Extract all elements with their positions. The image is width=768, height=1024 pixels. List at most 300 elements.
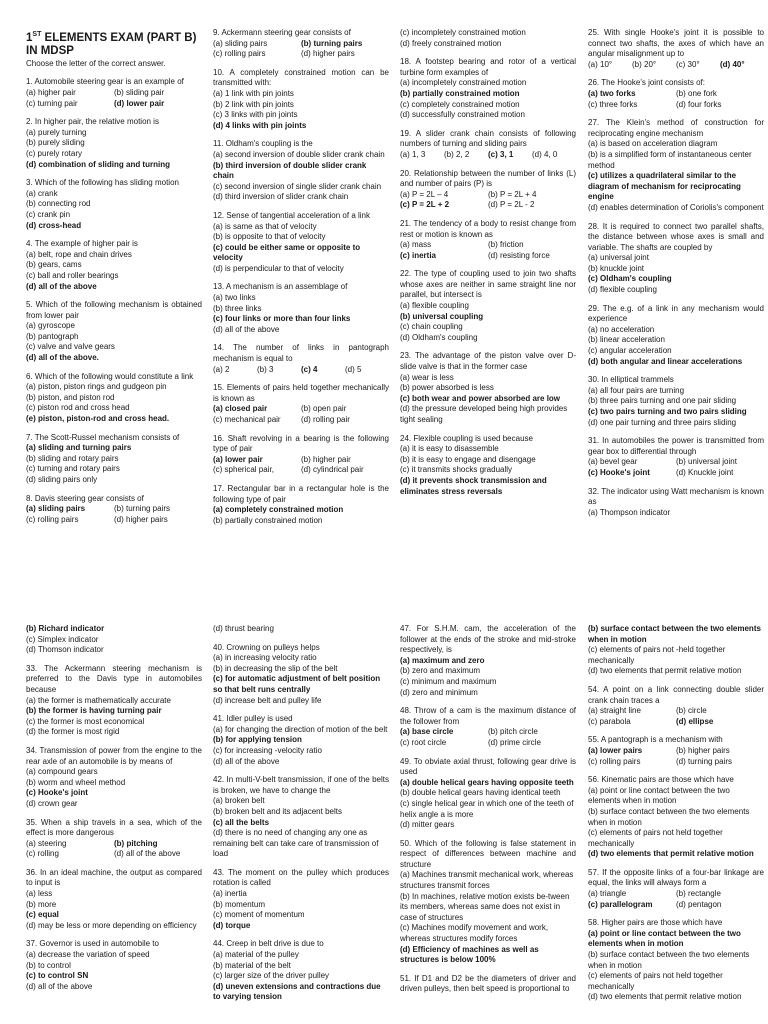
answer-option: (d) the former is most rigid	[26, 727, 120, 737]
answer-option: (c) completely constrained motion	[400, 99, 520, 109]
answer-option: (d) four forks	[676, 99, 722, 109]
answer-option: (d) all of the above	[26, 981, 93, 991]
question-text: 40. Crowning on pulleys helps	[213, 642, 320, 652]
option-row	[588, 89, 764, 100]
question-block	[26, 818, 202, 860]
correct-answer-option: (a) base circle	[400, 727, 454, 737]
answer-option: (b) sliding pair	[114, 88, 165, 98]
correct-answer-option: (a) completely constrained motion	[213, 505, 344, 515]
answer-option: (a) higher pair	[26, 88, 76, 98]
question-block	[26, 494, 202, 526]
option-row	[400, 200, 576, 211]
answer-option: (d) higher pairs	[114, 514, 168, 524]
answer-option: (b) higher pair	[301, 454, 351, 464]
answer-option: (c) larger size of the driver pulley	[213, 971, 330, 981]
answer-option: (b) to control	[26, 960, 71, 970]
question-block	[213, 624, 389, 635]
option-row	[213, 49, 389, 60]
column-1	[26, 624, 202, 1000]
question-block	[400, 624, 576, 698]
option-row	[400, 190, 576, 201]
answer-option: (d) the pressure developed being high provides tight sealing	[400, 404, 568, 424]
option-row	[400, 738, 576, 749]
question-text: 49. To obviate axial thrust, following gear drive is used	[400, 756, 576, 777]
answer-option: (d) resisting force	[488, 250, 550, 260]
question-block	[400, 57, 576, 121]
answer-option: (c) Machines modify movement and work, whereas structures modify forces	[400, 923, 549, 944]
correct-answer-option: (d) both angular and linear accelerations	[588, 356, 743, 366]
answer-option: (b) 2 link with pin joints	[213, 99, 294, 109]
answer-option: (b) material of the belt	[213, 960, 291, 970]
question-block	[400, 351, 576, 425]
answer-option: (b) in decreasing the slip of the belt	[213, 663, 338, 673]
question-block	[213, 868, 389, 932]
question-text: 11. Oldham's coupling is the	[213, 139, 313, 149]
answer-option: (d) Knuckle joint	[676, 467, 734, 477]
option-row	[588, 757, 764, 768]
option-row	[588, 457, 764, 468]
answer-option: (d) sliding pairs only	[26, 475, 98, 485]
option-row	[400, 240, 576, 251]
answer-option: (a) in increasing velocity ratio	[213, 653, 317, 663]
answer-option: (a) broken belt	[213, 796, 265, 806]
question-block	[588, 918, 764, 1003]
correct-answer-option: (d) cross-head	[26, 220, 82, 230]
answer-option: (b) broken belt and its adjacent belts	[213, 806, 342, 816]
correct-answer-option: (d) ellipse	[676, 716, 714, 726]
correct-answer-option: (c) utilizes a quadrilateral similar to the diagram of mechanism for reciprocating engine	[588, 171, 741, 202]
question-block	[213, 939, 389, 1003]
correct-answer-option: (c) 4	[301, 364, 318, 374]
question-block	[588, 304, 764, 368]
answer-option: (b) is a simplified form of instantaneous center method	[588, 149, 752, 170]
question-block	[213, 28, 389, 60]
option-row	[588, 468, 764, 479]
answer-option: (c) 3 links with pin joints	[213, 110, 298, 120]
answer-option: (a) steering	[26, 838, 67, 848]
answer-option: (d) turning pairs	[676, 756, 733, 766]
question-block	[26, 239, 202, 292]
answer-option: (b) universal joint	[676, 457, 737, 467]
answer-option: (d) prime circle	[488, 737, 541, 747]
answer-option: (b) partially constrained motion	[213, 515, 323, 525]
question-block	[26, 939, 202, 992]
page-title: 1ST ELEMENTS EXAM (PART B) IN MDSP	[26, 31, 197, 57]
question-block	[588, 118, 764, 213]
answer-option: (d) is perpendicular to that of velocity	[213, 263, 344, 273]
answer-option: (b) rectangle	[676, 889, 721, 899]
answer-option: (a) no acceleration	[588, 324, 655, 334]
answer-option: (b) surface contact between the two elements when in motion	[588, 950, 750, 970]
question-text: 48. Throw of a cam is the maximum distance of the follower from	[400, 706, 576, 726]
question-block	[588, 624, 764, 677]
question-text: 13. A mechanism is an assemblage of	[213, 282, 348, 292]
answer-option: (a) decrease the variation of speed	[26, 950, 150, 960]
answer-option: (c) 30°	[676, 59, 700, 69]
question-block	[213, 68, 389, 132]
answer-option: (b) purely sliding	[26, 138, 85, 148]
question-block	[400, 839, 576, 966]
answer-option: (b) In machines, relative motion exists be-tween its members, whereas same does not exist in case of structures	[400, 891, 570, 922]
question-block	[26, 372, 202, 425]
answer-option: (c) turning pair	[26, 98, 78, 108]
answer-option: (b) piston, and piston rod	[26, 392, 115, 402]
answer-option: (d) two elements that permit relative motion	[588, 992, 742, 1002]
answer-option: (d) flexible coupling	[588, 285, 657, 295]
question-block	[400, 269, 576, 343]
answer-option: (d) all of the above	[213, 324, 280, 334]
answer-option: (c) it transmits shocks gradually	[400, 465, 513, 475]
question-block	[213, 282, 389, 335]
answer-option: (d) all of the above	[114, 849, 181, 859]
question-block	[26, 77, 202, 109]
question-block	[588, 436, 764, 478]
answer-option: (c) incompletely constrained motion	[400, 28, 526, 37]
question-text: 22. The type of coupling used to join two shafts whose axes are neither in same straight line nor parallel, but intersect is	[400, 269, 576, 300]
instructions: Choose the letter of the correct answer.	[26, 58, 166, 68]
page-bottom-half	[0, 612, 768, 1024]
correct-answer-option: (c) 3, 1	[488, 149, 514, 159]
question-text: 54. A point on a link connecting double slider crank chain traces a	[588, 684, 764, 705]
question-text: 34. Transmission of power from the engine to the rear axle of an automobile is by means of	[26, 745, 202, 766]
question-text: 26. The Hooke's joint consists of:	[588, 78, 705, 88]
answer-option: (d) rolling pair	[301, 415, 350, 424]
answer-option: (a) mass	[400, 240, 432, 250]
question-block	[26, 746, 202, 810]
option-row	[26, 515, 202, 526]
answer-option: (d) may be less or more depending on efficiency	[26, 920, 197, 930]
answer-option: (d) successfully constrained motion	[400, 110, 525, 120]
answer-option: (c) the former is most economical	[26, 716, 145, 726]
question-block	[26, 433, 202, 486]
answer-option: (a) less	[26, 889, 53, 899]
answer-option: (c) root circle	[400, 737, 447, 747]
question-block	[588, 868, 764, 910]
question-text: 24. Flexible coupling is used because	[400, 433, 533, 443]
correct-answer-option: (a) lower pairs	[588, 745, 643, 755]
answer-option: (b) it is easy to engage and disengage	[400, 454, 536, 464]
answer-option: (d) 5	[345, 364, 362, 374]
question-block	[26, 624, 202, 656]
question-text: 6. Which of the following would constitute a link	[26, 371, 194, 381]
question-block	[400, 757, 576, 831]
option-row	[213, 39, 389, 50]
answer-option: (c) elements of pairs not -held together mechanically	[588, 645, 726, 665]
correct-answer-option: (c) to control SN	[26, 971, 89, 981]
correct-answer-option: (c) Hooke's joint	[26, 788, 88, 798]
answer-option: (c) for increasing -velocity ratio	[213, 745, 322, 755]
option-row	[400, 150, 576, 161]
answer-option: (b) higher pairs	[676, 745, 730, 755]
answer-option: (d) enables determination of Coriolis's component	[588, 202, 764, 212]
answer-option: (b) 20°	[632, 59, 657, 69]
option-row	[400, 251, 576, 262]
answer-option: (b) is opposite to that of velocity	[213, 232, 326, 242]
option-row	[26, 504, 202, 515]
answer-option: (a) wear is less	[400, 372, 454, 382]
answer-option: (b) circle	[676, 706, 707, 716]
correct-answer-option: (d) all of the above.	[26, 353, 99, 363]
answer-option: (d) P = 2L - 2	[488, 200, 535, 210]
option-row	[588, 900, 764, 911]
question-text: 31. In automobiles the power is transmitted from gear box to differential through	[588, 436, 764, 456]
answer-option: (c) crank pin	[26, 209, 71, 219]
correct-answer-option: (b) partially constrained motion	[400, 88, 520, 98]
question-text: 41. Idler pulley is used	[213, 714, 293, 724]
answer-option: (c) rolling pairs	[26, 514, 79, 524]
answer-option: (b) linear acceleration	[588, 335, 665, 345]
question-block	[213, 383, 389, 425]
answer-option: (b) pantograph	[26, 331, 79, 341]
question-block	[26, 300, 202, 364]
question-block	[400, 706, 576, 748]
answer-option: (c) rolling	[26, 849, 59, 859]
correct-answer-option: (b) turning pairs	[301, 38, 363, 48]
correct-answer-option: (c) inertia	[400, 250, 437, 260]
answer-option: (b) turning pairs	[114, 504, 171, 514]
answer-option: (c) spherical pair,	[213, 465, 274, 475]
answer-option: (a) is based on acceleration diagram	[588, 139, 718, 149]
question-text: 17. Rectangular bar in a rectangular hole is the following type of pair	[213, 483, 389, 504]
answer-option: (c) minimum and maximum	[400, 676, 497, 686]
question-block	[213, 343, 389, 375]
answer-option: (a) universal joint	[588, 253, 649, 263]
correct-answer-option: (c) parallelogram	[588, 899, 653, 909]
question-block	[213, 714, 389, 767]
correct-answer-option: (b) surface contact between the two elements when in motion	[588, 624, 761, 644]
answer-option: (b) connecting rod	[26, 199, 91, 209]
correct-answer-option: (c) all the belts	[213, 817, 270, 827]
correct-answer-option: (d) Efficiency of machines as well as structures is below 100%	[400, 944, 539, 965]
correct-answer-option: (d) combination of sliding and turning	[26, 159, 170, 169]
answer-option: (c) rolling pairs	[588, 756, 641, 766]
answer-option: (d) Oldham's coupling	[400, 332, 478, 342]
correct-answer-option: (b) third inversion of double slider crank chain	[213, 160, 367, 181]
answer-option: (a) second inversion of double slider crank chain	[213, 149, 385, 159]
answer-option: (d) zero and minimum	[400, 687, 478, 697]
correct-answer-option: (a) lower pair	[213, 454, 263, 464]
correct-answer-option: (c) Oldham's coupling	[588, 274, 672, 284]
answer-option: (b) more	[26, 899, 57, 909]
question-text: 25. With single Hooke's joint it is possible to connect two shafts, the axes of which have an angular misalignment up to	[588, 28, 764, 59]
answer-option: (c) angular acceleration	[588, 346, 672, 356]
question-text: 50. Which of the following is false statement in respect of differences between machine and structure	[400, 838, 576, 869]
correct-answer-option: (a) two forks	[588, 88, 636, 98]
option-row	[400, 727, 576, 738]
option-row	[26, 849, 202, 860]
answer-option: (b) worm and wheel method	[26, 777, 126, 787]
answer-option: (d) thrust bearing	[213, 624, 274, 633]
answer-option: (a) straight line	[588, 706, 641, 716]
question-block	[213, 211, 389, 275]
answer-option: (c) purely rotary	[26, 148, 83, 158]
option-row	[26, 88, 202, 99]
question-block	[213, 139, 389, 203]
answer-option: (d) Thomson indicator	[26, 645, 104, 655]
question-text: 12. Sense of tangential acceleration of a link	[213, 210, 370, 220]
question-block	[400, 974, 576, 995]
answer-option: (a) 1, 3	[400, 149, 426, 159]
correct-answer-option: (b) pitching	[114, 838, 158, 848]
answer-option: (b) sliding and rotary pairs	[26, 453, 119, 463]
answer-option: (a) flexible coupling	[400, 301, 469, 311]
answer-option: (a) crank	[26, 188, 58, 198]
question-text: 47. For S.H.M. cam, the acceleration of the follower at the ends of the stroke and mid-stroke respectively, is	[400, 624, 576, 655]
answer-option: (a) belt, rope and chain drives	[26, 249, 132, 259]
question-text: 14. The number of links in pantograph mechanism is equal to	[213, 343, 389, 364]
question-block	[26, 117, 202, 170]
correct-answer-option: (c) P = 2L + 2	[400, 200, 450, 210]
answer-option: (a) for changing the direction of motion of the belt	[213, 724, 388, 734]
correct-answer-option: (a) point or line contact between the two elements when in motion	[588, 928, 741, 949]
answer-option: (c) elements of pairs not held together mechanically	[588, 828, 723, 848]
answer-option: (d) crown gear	[26, 798, 78, 808]
answer-option: (d) higher pairs	[301, 49, 355, 59]
correct-answer-option: (c) for automatic adjustment of belt position so that belt runs centrally	[213, 674, 381, 694]
answer-option: (a) inertia	[213, 889, 247, 899]
answer-option: (d) all of the above	[213, 756, 280, 766]
answer-option: (c) valve and valve gears	[26, 342, 115, 352]
answer-option: (c) mechanical pair	[213, 415, 281, 424]
question-text: 4. The example of higher pair is	[26, 239, 138, 249]
option-row	[213, 455, 389, 466]
correct-answer-option: (d) torque	[213, 920, 251, 930]
column-1	[26, 28, 202, 533]
question-text: 58. Higher pairs are those which have	[588, 918, 723, 928]
answer-option: (a) the former is mathematically accurate	[26, 695, 171, 705]
correct-answer-option: (a) maximum and zero	[400, 655, 485, 665]
question-block	[213, 643, 389, 707]
answer-option: (a) is same as that of velocity	[213, 221, 317, 231]
correct-answer-option: (d) all of the above	[26, 281, 97, 291]
answer-option: (d) mitter gears	[400, 820, 455, 830]
answer-option: (b) surface contact between the two elements when in motion	[588, 806, 750, 827]
question-text: 57. If the opposite links of a four-bar linkage are equal, the links will always form a	[588, 867, 764, 888]
answer-option: (b) 2, 2	[444, 149, 470, 159]
answer-option: (c) parabola	[588, 716, 631, 726]
correct-answer-option: (d) two elements that permit relative motion	[588, 849, 754, 859]
answer-option: (d) 4, 0	[532, 149, 558, 159]
correct-answer-option: (a) closed pair	[213, 404, 268, 414]
answer-option: (a) purely turning	[26, 127, 87, 137]
answer-option: (a) incompletely constrained motion	[400, 78, 527, 88]
option-row	[588, 717, 764, 728]
question-text: 20. Relationship between the number of links (L) and number of pairs (P) is	[400, 168, 576, 189]
option-row	[588, 60, 764, 71]
answer-option: (b) knuckle joint	[588, 263, 645, 273]
question-block	[588, 735, 764, 767]
answer-option: (c) single helical gear in which one of the teeth of helix angle a is more	[400, 798, 574, 819]
answer-option: (a) 2	[213, 364, 230, 374]
answer-option: (d) there is no need of changing any one as remaining belt can take care of transmission of load	[213, 828, 379, 859]
correct-answer-option: (d) 4 links with pin joints	[213, 120, 307, 130]
correct-answer-option: (c) two pairs turning and two pairs sliding	[588, 407, 747, 416]
answer-option: (a) piston, piston rings and gudgeon pin	[26, 382, 167, 392]
answer-option: (d) freely constrained motion	[400, 38, 502, 48]
question-text: 28. It is required to connect two parallel shafts, the distance between whose axes is small and variable. The shafts are coupled by	[588, 221, 764, 252]
answer-option: (a) sliding pairs	[213, 38, 268, 48]
answer-option: (b) three pairs turning and one pair sliding	[588, 396, 737, 406]
question-block	[400, 28, 576, 49]
option-row	[213, 415, 389, 426]
correct-answer-option: (b) the former is having turning pair	[26, 706, 162, 716]
question-text: 27. The Klein's method of construction for reciprocating engine mechanism	[588, 118, 764, 138]
answer-option: (b) three links	[213, 303, 262, 313]
option-row	[588, 889, 764, 900]
correct-answer-option: (a) double helical gears having opposite teeth	[400, 777, 574, 787]
answer-option: (c) elements of pairs not held together mechanically	[588, 971, 723, 991]
correct-answer-option: (a) sliding and turning pairs	[26, 443, 132, 453]
correct-answer-option: (b) Richard indicator	[26, 624, 105, 633]
correct-answer-option: (c) Hooke's joint	[588, 467, 650, 477]
answer-option: (b) momentum	[213, 899, 266, 909]
correct-answer-option: (b) for applying tension	[213, 735, 302, 745]
answer-option: (d) one pair turning and three pairs sliding	[588, 417, 737, 427]
question-block	[213, 434, 389, 476]
question-block	[213, 775, 389, 860]
answer-option: (a) material of the pulley	[213, 950, 299, 960]
option-row	[213, 404, 389, 415]
question-text: 7. The Scott-Russel mechanism consists of	[26, 432, 180, 442]
question-text: 15. Elements of pairs held together mechanically is known as	[213, 383, 389, 403]
answer-option: (c) ball and roller bearings	[26, 270, 119, 280]
answer-option: (a) gyroscope	[26, 321, 75, 331]
question-text: 29. The e.g. of a link in any mechanism would experience	[588, 303, 764, 324]
question-text: 21. The tendency of a body to resist change from rest or motion is known as	[400, 218, 576, 239]
answer-option: (c) three forks	[588, 99, 638, 109]
question-text: 2. In higher pair, the relative motion is	[26, 117, 159, 127]
question-block	[400, 434, 576, 498]
question-text: 44. Creep in belt drive is due to	[213, 939, 324, 949]
question-text: 42. In multi-V-belt transmission, if one of the belts is broken, we have to change the	[213, 775, 389, 795]
answer-option: (d) cylindrical pair	[301, 465, 364, 475]
option-row	[213, 365, 389, 376]
answer-option: (b) P = 2L + 4	[488, 189, 537, 199]
answer-option: (a) bevel gear	[588, 457, 638, 467]
question-text: 10. A completely constrained motion can be transmitted with:	[213, 67, 389, 88]
answer-option: (c) moment of momentum	[213, 910, 305, 920]
answer-option: (a) Machines transmit mechanical work, whereas structures transmit forces	[400, 870, 574, 891]
column-4	[588, 624, 764, 1011]
answer-option: (c) Simplex indicator	[26, 634, 99, 644]
question-block	[400, 219, 576, 261]
question-block	[26, 868, 202, 932]
question-text: 8. Davis steering gear consists of	[26, 493, 144, 503]
answer-option: (c) second inversion of single slider crank chain	[213, 181, 382, 191]
question-block	[400, 169, 576, 211]
question-block	[588, 222, 764, 296]
question-text: 30. In elliptical trammels	[588, 375, 674, 385]
answer-option: (b) gears, cams	[26, 260, 82, 270]
answer-option: (d) third inversion of slider crank chain	[213, 192, 349, 202]
question-block	[588, 375, 764, 428]
answer-option: (a) 1 link with pin joints	[213, 88, 294, 98]
correct-answer-option: (c) four links or more than four links	[213, 314, 351, 324]
question-text: 1. Automobile steering gear is an example of	[26, 77, 184, 87]
answer-option: (c) turning and rotary pairs	[26, 464, 120, 474]
question-text: 16. Shaft revolving in a bearing is the following type of pair	[213, 433, 389, 454]
answer-option: (a) all four pairs are turning	[588, 385, 685, 395]
answer-option: (b) open pair	[301, 404, 347, 414]
column-2	[213, 28, 389, 534]
question-block	[400, 129, 576, 161]
question-text: 5. Which of the following mechanism is obtained from lower pair	[26, 300, 202, 320]
question-block	[26, 178, 202, 231]
correct-answer-option: (a) sliding pairs	[26, 504, 86, 514]
question-text: 23. The advantage of the piston valve over D-slide valve is that in the former case	[400, 351, 576, 372]
question-text: 18. A footstep bearing and rotor of a vertical turbine form examples of	[400, 57, 576, 77]
question-block	[588, 28, 764, 70]
